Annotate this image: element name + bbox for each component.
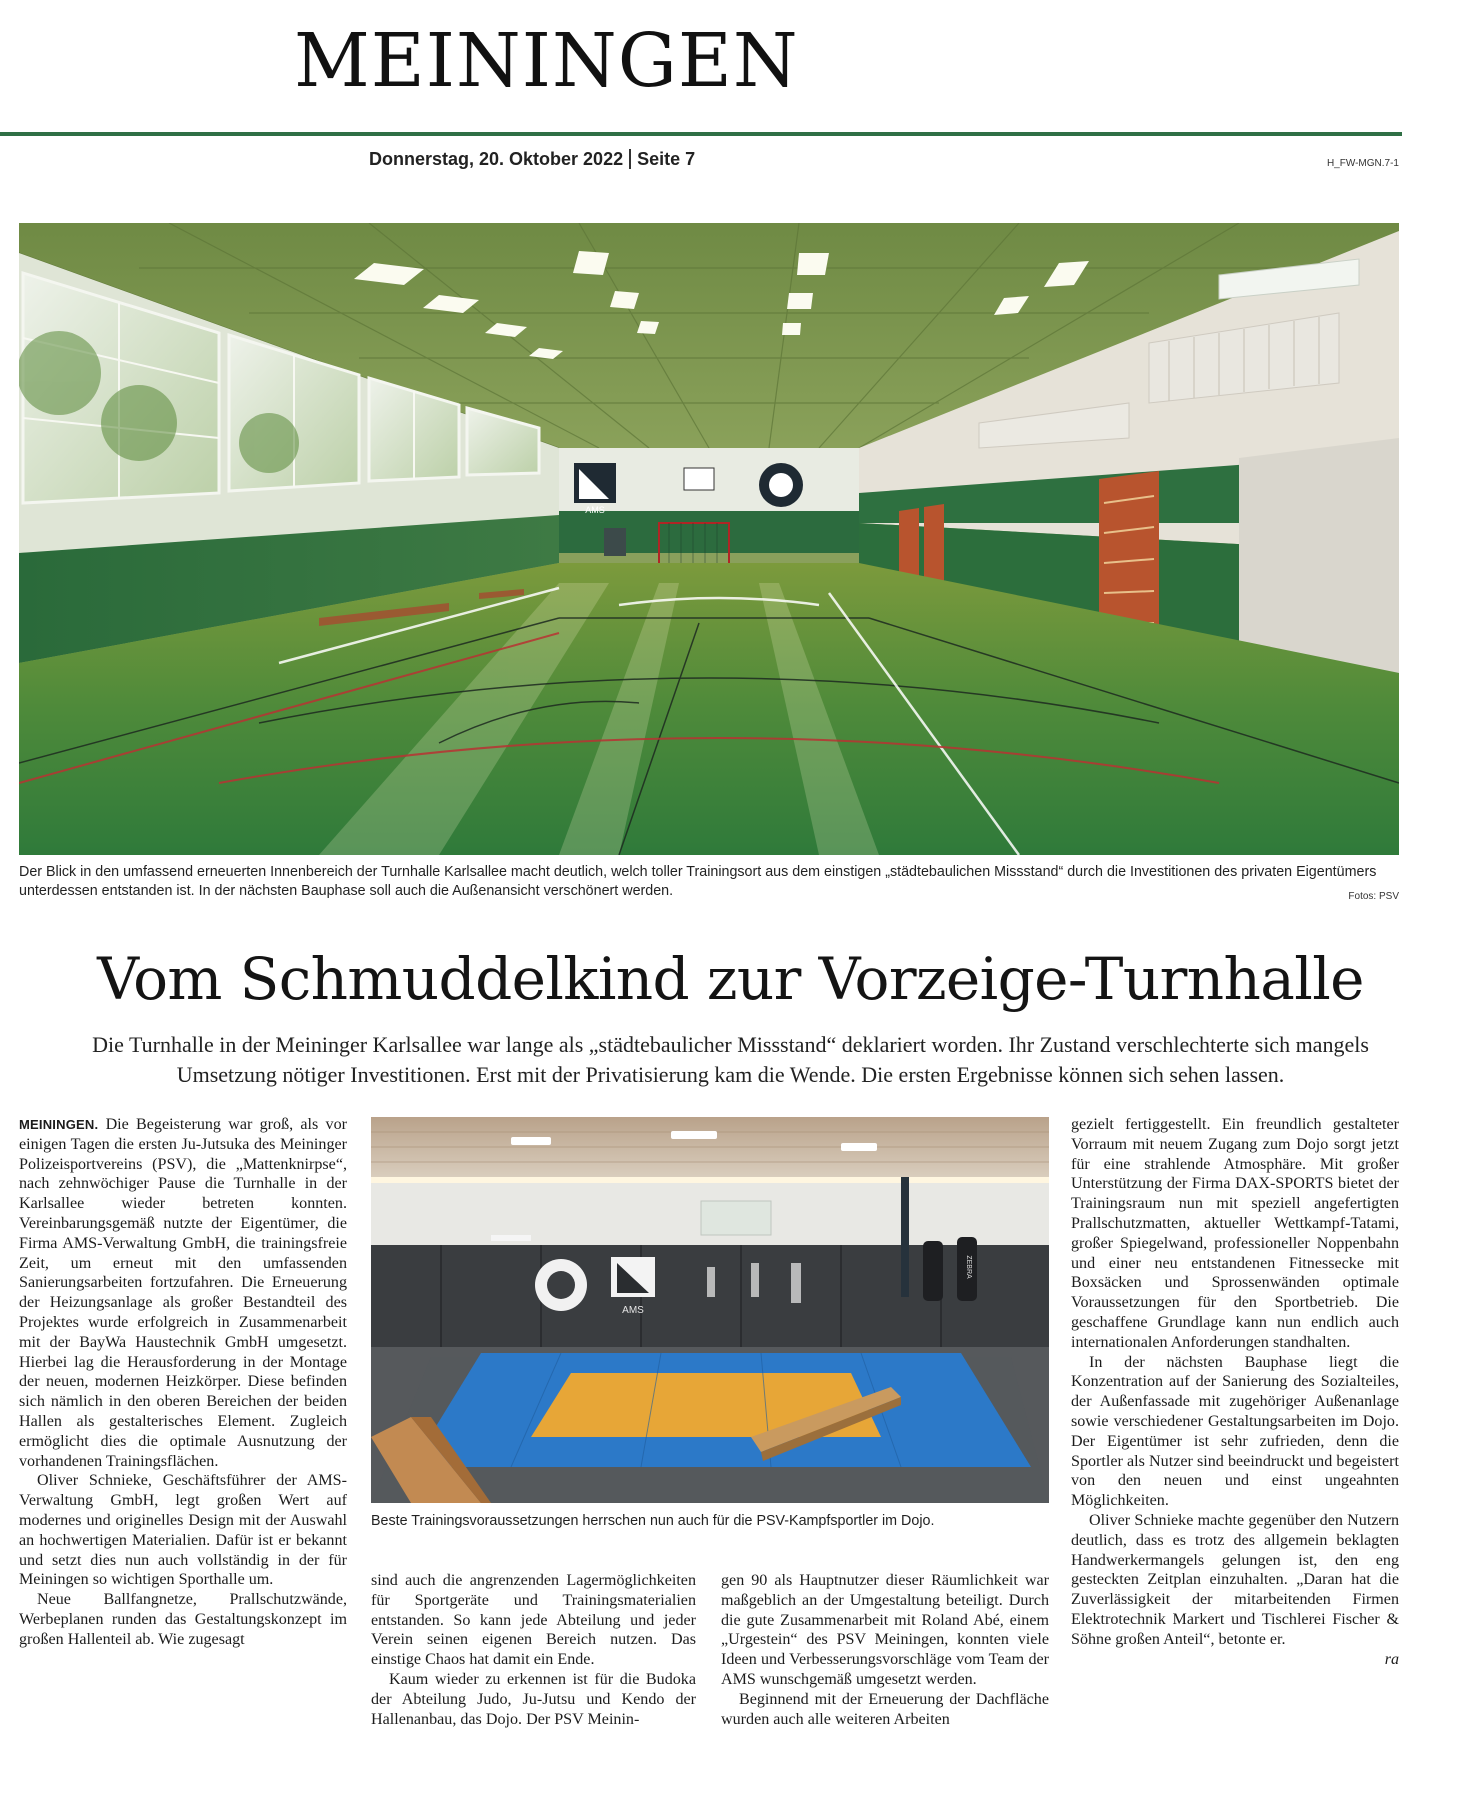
article-paragraph: gezielt fertiggestellt. Ein freundlich gestalteter Vorraum mit neuem Zugang zum Dojo sorgt jetzt für eine strahlende Atmosphäre. Mit großer Unterstützung der Firma DAX-SPORTS bietet der Trainingsraum nun mit speziell angefertigten Prallschutzmatten, aktueller Wettkampf-Tatami, großer Spiegelwand, professioneller Noppenbahn und einer neu entstandenen Fitnessecke mit Boxsäcken und Sprossenwänden optimale Voraussetzungen für den Sportbetrieb. Die geschaffene Grundlage kann nun endlich auch internationalen Anforderungen standhalten. <box>1071 1116 1399 1351</box>
article-paragraph: Oliver Schnieke machte gegenüber den Nutzern deutlich, dass es trotz des allgemein beklagten Handwerkermangels gelungen ist, den eng gesteckten Zeitplan einzuhalten. „Daran hat die Zuverlässigkeit der mitarbeitenden Firmen Elektrotechnik Markert und Tischlerei Fischer & Söhne großen Anteil“, betonte er. <box>1071 1511 1399 1648</box>
article-paragraph: gen 90 als Hauptnutzer dieser Räumlichkeit war maßgeblich an der Umgestaltung beteiligt. Durch die gute Zusammenarbeit mit Roland Abé, einem „Urgestein“ des PSV Meiningen, konnten viele Ideen und Verbesserungsvorschläge vom Team der AMS wunschgemäß umgesetzt werden. <box>721 1572 1049 1688</box>
article-column-3 <box>721 1571 1049 1729</box>
article-paragraph: Oliver Schnieke, Geschäftsführer der AMS-Verwaltung GmbH, legt großen Wert auf modernes und originelles Design mit der Auswahl an hochwertigen Materialien. Dafür ist er bekannt und setzt dies nun auch vollständig in der für Meiningen so wichtigen Sporthalle um. <box>19 1472 347 1589</box>
punching-bag-label: ZEBRA <box>965 1255 972 1279</box>
headline: Vom Schmuddelkind zur Vorzeige-Turnhalle <box>97 945 1364 1013</box>
article-paragraph: sind auch die angrenzenden Lagermöglichkeiten für Sportgeräte und Trainingsmaterialien entstanden. So kann jede Abteilung und jeder Verein seinen eigenen Bereich nutzen. Das einstige Chaos hat damit ein Ende. <box>371 1572 696 1669</box>
author-initials-text: ra <box>1384 1650 1399 1668</box>
dateline-separator <box>629 149 631 169</box>
article-column-4 <box>1071 1115 1399 1669</box>
masthead: MEININGEN <box>294 18 799 104</box>
page-code: H_FW-MGN.7-1 <box>1326 158 1399 169</box>
sign-ams-text: AMS <box>585 505 605 515</box>
article-paragraph: Kaum wieder zu erkennen ist für die Budoka der Abteilung Judo, Ju-Jutsu und Kendo der Hallenanbau, das Dojo. Der PSV Meinin- <box>371 1670 696 1728</box>
photo-credit: Fotos: PSV <box>1348 891 1399 902</box>
gym-photo <box>19 223 1399 855</box>
article-paragraph: Beginnend mit der Erneuerung der Dachfläche wurden auch alle weiteren Arbeiten <box>721 1690 1049 1728</box>
article-paragraph: In der nächsten Bauphase liegt die Konzentration auf der Sanierung des Sozialteiles, der Außenfassade mit zugehöriger Außenanlage sowie verschiedener Gestaltungsarbeiten im Dojo. Der Eigentümer ist sehr zufrieden, denn die Sportler als Nutzer sind beeindruckt und begeistert von den neuen und einst ungeahnten Möglichkeiten. <box>1071 1353 1399 1510</box>
article-paragraph <box>19 1115 347 1471</box>
dojo-photo <box>371 1117 1049 1503</box>
article-dateline: MEININGEN. <box>19 1117 99 1132</box>
main-photo-caption: Der Blick in den umfassend erneuerten Innenbereich der Turnhalle Karlsallee macht deutlich, welch toller Trainingsort aus dem einstigen „städtebaulichen Missstand“ durch die Investitionen des privaten Eigentümers unterdessen entstanden ist. In der nächsten Bauphase soll auch die Außenansicht verschönert werden. <box>19 864 1377 899</box>
author-initials <box>1071 1650 1399 1670</box>
dojo-photo-caption: Beste Trainingsvoraussetzungen herrschen nun auch für die PSV-Kampfsportler im Dojo. <box>371 1513 935 1529</box>
masthead-rule <box>0 132 1402 136</box>
deck-subheadline: Die Turnhalle in der Meininger Karlsallee war lange als „städtebaulicher Missstand“ deklariert worden. Ihr Zustand verschlechterte sich mangels Umsetzung nötiger Investitionen. Erst mit der Privatisierung kam die Wende. Die ersten Ergebnisse können sich sehen lassen. <box>92 1032 1369 1087</box>
page-number: Seite 7 <box>637 149 696 169</box>
article-paragraph: Neue Ballfangnetze, Prallschutzwände, Werbeplanen runden das Gestaltungskonzept im großen Hallenteil ab. Wie zugesagt <box>19 1591 347 1648</box>
article-column-1 <box>19 1115 347 1650</box>
article-column-2 <box>371 1571 696 1729</box>
paragraph-text: Die Begeisterung war groß, als vor einigen Tagen die ersten Ju-Jutsuka des Meininger Polizeisportvereins (PSV), die „Mattenknirpse“, nach zehnwöchiger Pause die Turnhalle in der Karlsallee wieder betreten konnten. Vereinbarungsgemäß nutzte der Eigentümer, die Firma AMS-Verwaltung GmbH, die trainingsfreie Zeit, um erneut mit den umfassenden Sanierungsarbeiten fortzufahren. Die Erneuerung der Heizungsanlage als großer Bestandteil des Projektes wurde erfolgreich in Zusammenarbeit mit der BayWa Haustechnik GmbH umgesetzt. Hierbei lag die Herausforderung in der Montage der neuen, modernen Heizkörper. Diese befinden sich nämlich in den oberen Bereichen der beiden Hallen als gestalterisches Element. Zugleich ermöglicht dies die optimale Ausnutzung der vorhandenen Trainingsflächen. <box>19 1116 347 1470</box>
issue-date: Donnerstag, 20. Oktober 2022 <box>369 149 624 169</box>
dojo-sign-text: AMS <box>622 1305 644 1316</box>
dateline <box>369 149 695 170</box>
